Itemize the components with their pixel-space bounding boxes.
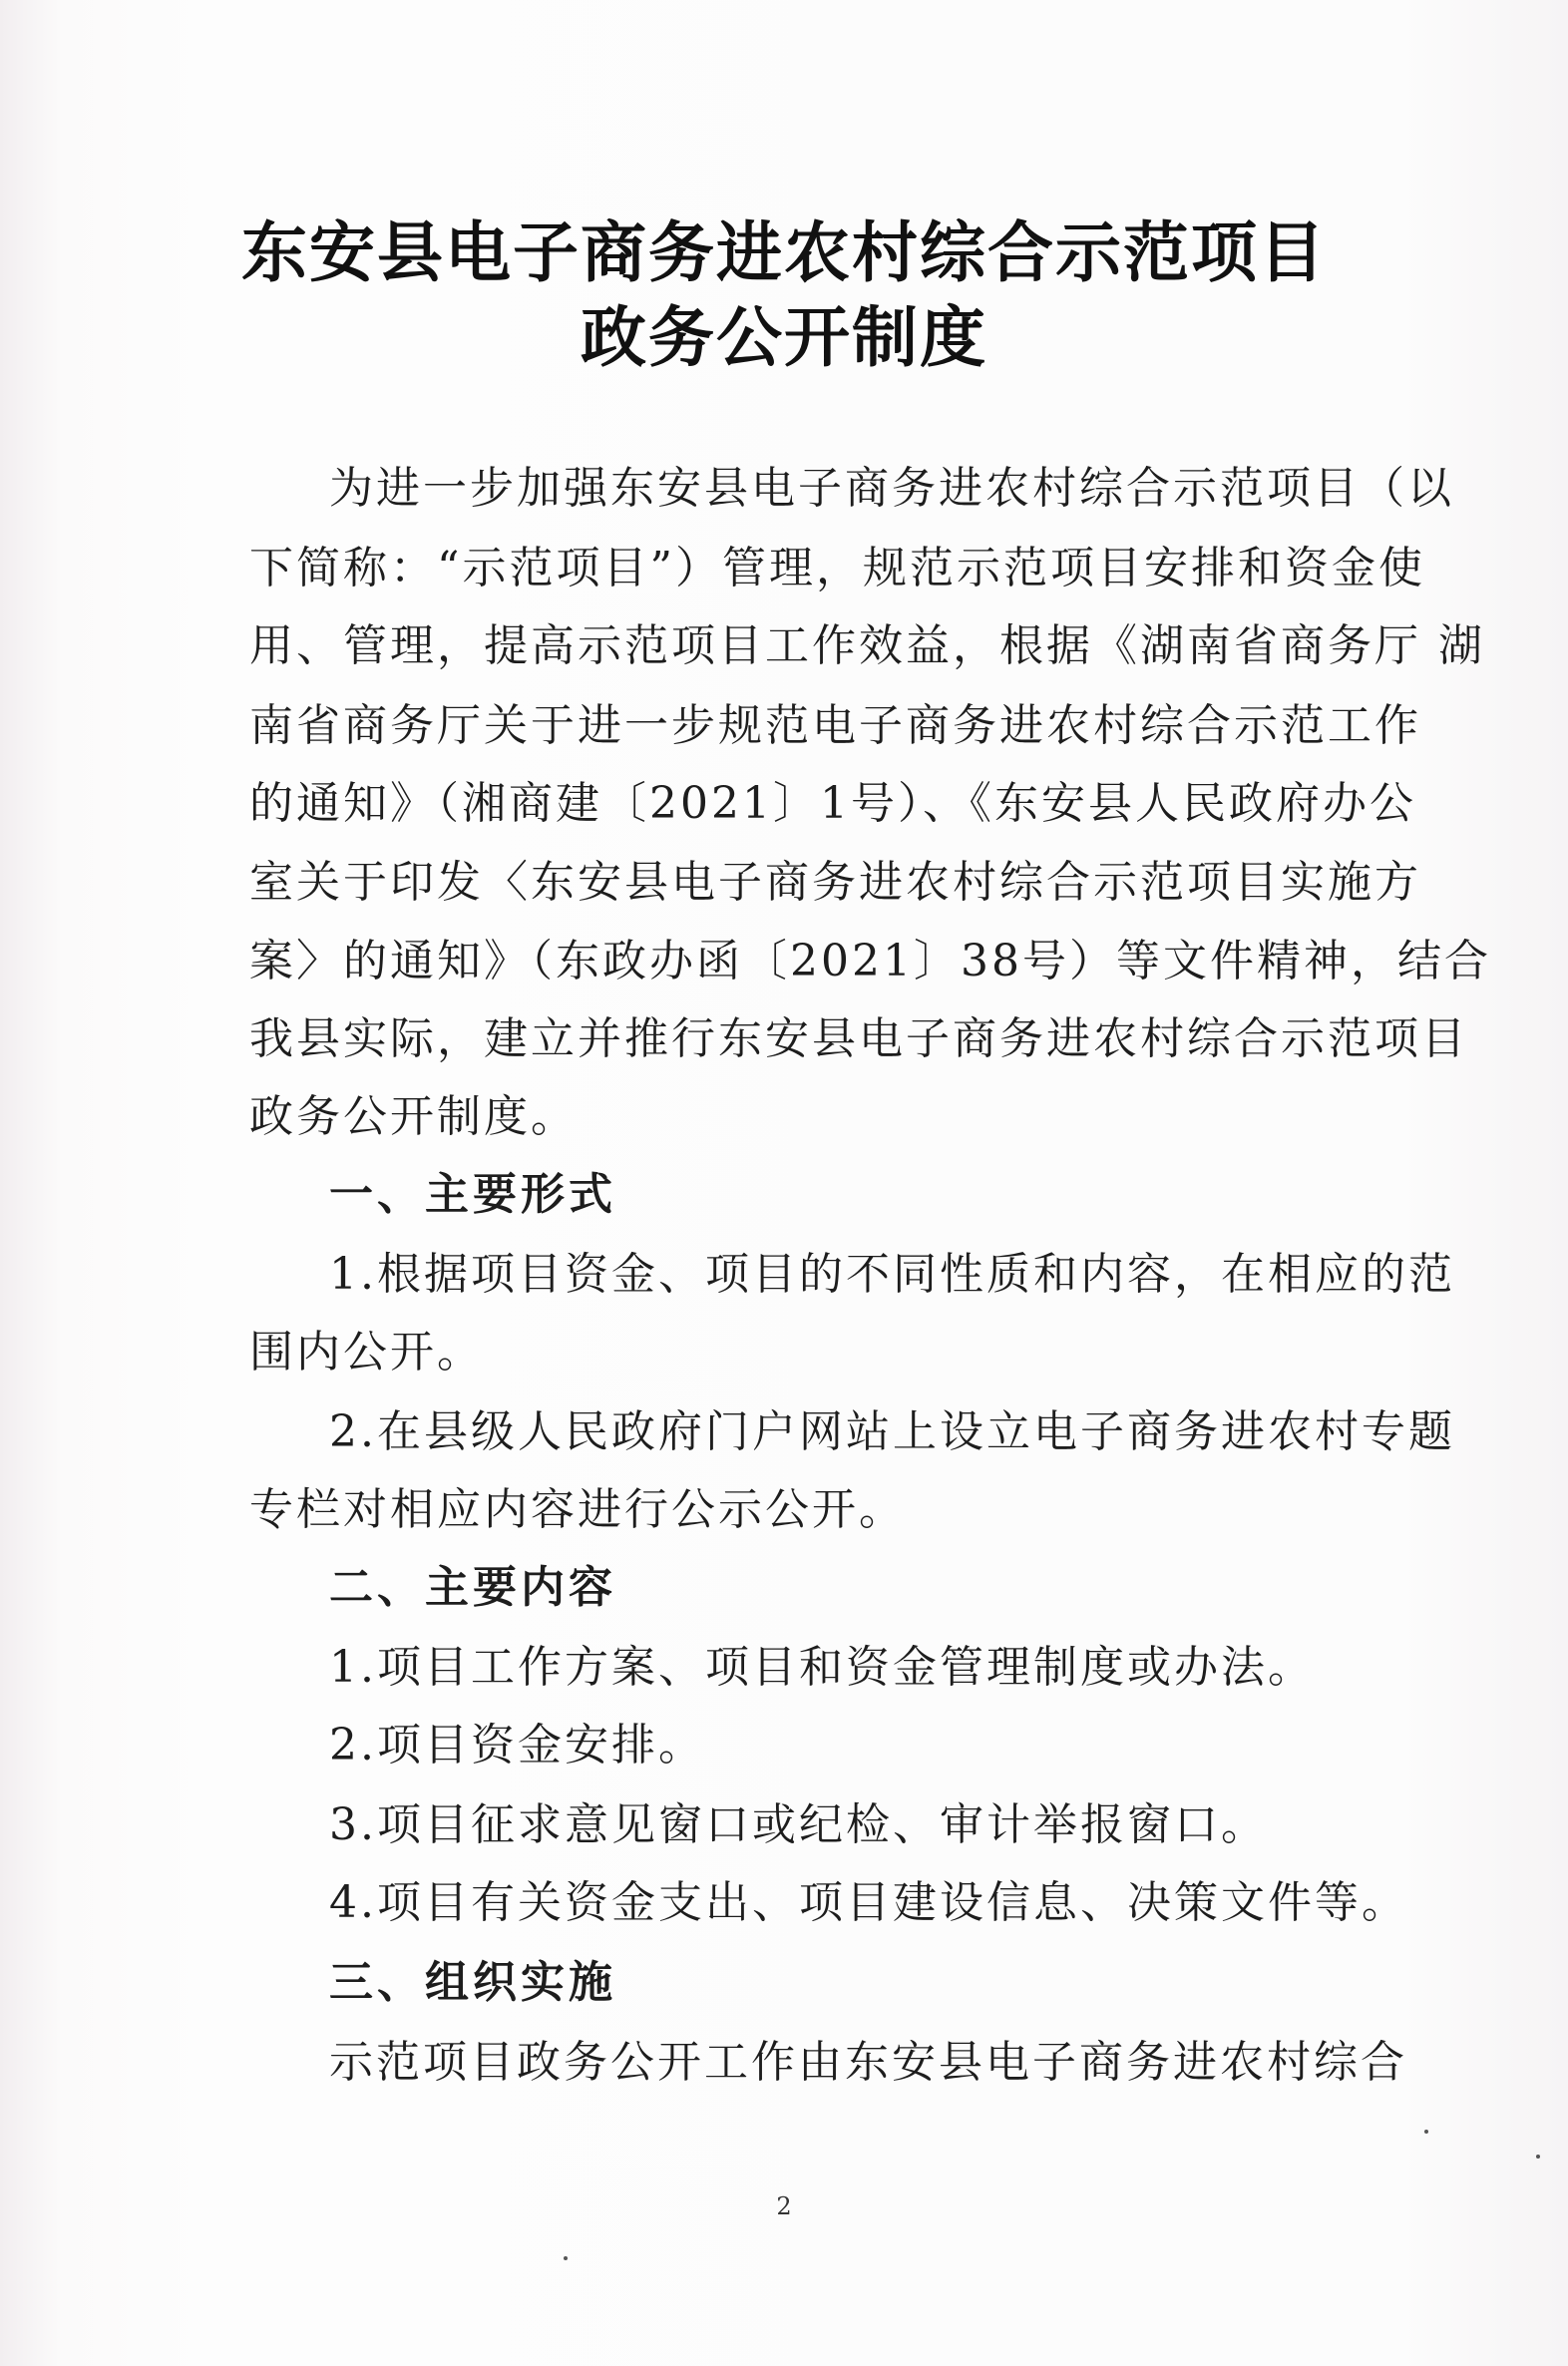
intro-line-1: 为进一步加强东安县电子商务进农村综合示范项目（以: [329, 463, 1454, 514]
section-2-heading: 二、主要内容: [329, 1562, 616, 1613]
page-number: 2: [776, 2192, 792, 2220]
intro-line-4: 南省商务厅关于进一步规范电子商务进农村综合示范工作: [249, 700, 1421, 751]
section-1-line-2: 围内公开。: [249, 1327, 484, 1378]
document-title-line-1: 东安县电子商务进农村综合示范项目: [241, 213, 1327, 291]
section-1-line-3: 2.在县级人民政府门户网站上设立电子商务进农村专题: [329, 1406, 1455, 1457]
section-3-line-1: 示范项目政务公开工作由东安县电子商务进农村综合: [329, 2037, 1407, 2088]
section-2-line-2: 2.项目资金安排。: [329, 1720, 705, 1771]
intro-line-3: 用、管理，提高示范项目工作效益，根据《湖南省商务厅 湖: [249, 620, 1485, 671]
section-2-line-4: 4.项目有关资金支出、项目建设信息、决策文件等。: [329, 1877, 1408, 1928]
intro-line-7: 案〉的通知》（东政办函〔2021〕38号）等文件精神，结合: [249, 936, 1491, 986]
section-2-line-3: 3.项目征求意见窗口或纪检、审计举报窗口。: [329, 1799, 1268, 1850]
section-1-line-1: 1.根据项目资金、项目的不同性质和内容，在相应的范: [329, 1249, 1455, 1300]
section-1-heading: 一、主要形式: [329, 1169, 616, 1220]
intro-line-2: 下简称：“示范项目”）管理，规范示范项目安排和资金使: [249, 543, 1425, 593]
intro-line-9: 政务公开制度。: [249, 1091, 578, 1142]
scan-speck: [564, 2256, 568, 2260]
document-title-line-2: 政务公开制度: [581, 298, 987, 376]
intro-line-6: 室关于印发〈东安县电子商务进农村综合示范项目实施方: [249, 857, 1421, 908]
scan-speck: [1536, 2155, 1540, 2159]
intro-line-8: 我县实际，建立并推行东安县电子商务进农村综合示范项目: [249, 1013, 1468, 1064]
scan-speck: [1424, 2130, 1428, 2134]
section-3-heading: 三、组织实施: [329, 1957, 616, 2008]
intro-line-5: 的通知》（湘商建〔2021〕1号）、《东安县人民政府办公: [249, 778, 1416, 829]
section-1-line-4: 专栏对相应内容进行公示公开。: [249, 1484, 906, 1535]
section-2-line-1: 1.项目工作方案、项目和资金管理制度或办法。: [329, 1642, 1315, 1693]
